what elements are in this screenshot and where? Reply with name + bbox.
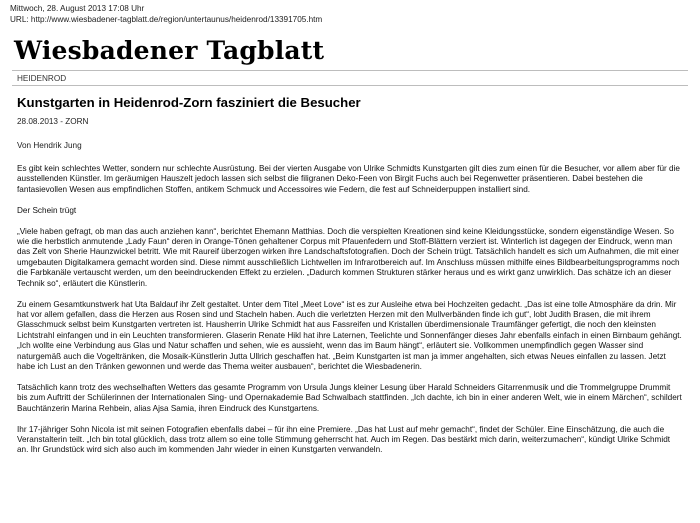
source-url: URL: http://www.wiesbadener-tagblatt.de/region/untertaunus/heidenrod/13391705.htm: [10, 15, 323, 24]
paragraph-3: Zu einem Gesamtkunstwerk hat Uta Baldauf ihr Zelt gestaltet. Unter dem Titel „Meet Love“ ist es zur Ausleihe etwa bei Hochzeiten gedacht. „Das ist eine tolle Atmosphäre da drin. Mir hat vor allem gefallen, dass die Herzen aus Rosen sind und Stacheln haben. Auch die verletzten Herzen mit den Mullverbänden finde ich gut“, lobt Judith Brasen, die mit ihrem Glasschmuck selbst beim Kunstgarten vertreten ist. Hausherrin Ulrike Schmidt hat aus Fassreifen und Kristallen überdimensionale Traumfänger gefertigt, die noch den kleinsten Lichtstrahl einfangen und in ein Leuchten transformieren. Glaserin Renate Hikl hat ihre Laternen, Teelichte und Sonnenfänger dieses Jahr ebenfalls einfach in einen Birnbaum gehängt. „Ich wollte eine Verbindung aus Glas und Natur schaffen und sehen, wie es aussieht, wenn das im Baum hängt“, erläutert sie. Vollkommen unempfindlich gegen Wasser sind naturgemäß auch die Vogeltränken, die Mosaik-Künstlerin Jutta Ullrich geschaffen hat. „Beim Kunstgarten ist man ja immer angehalten, sich etwas Neues einfallen zu lassen. Jetzt habe ich Lust an den Tränken gewonnen und werde das Thema weiter ausbauen“, berichtet die Wiesbadenerin.: [17, 299, 682, 371]
divider-top: [12, 70, 688, 71]
section-label: HEIDENROD: [17, 74, 67, 83]
print-header: [10, 3, 322, 25]
article-author: Von Hendrik Jung: [17, 141, 82, 150]
paragraph-5: Ihr 17-jähriger Sohn Nicola ist mit seinen Fotografien ebenfalls dabei – für ihn eine Premiere. „Das hat Lust auf mehr gemacht“, findet der Schüler. Eine Einschätzung, die auch die Veranstalterin teilt. „Ich bin total glücklich, dass trotz allem so eine tolle Stimmung geherrscht hat. Auch im Regen. Das bestärkt mich darin, weiterzumachen“, kündigt Ulrike Schmidt an. Ihr Grundstück wird sich also auch im kommenden Jahr wieder in einen Kunstgarten verwandeln.: [17, 424, 671, 455]
article-title: Kunstgarten in Heidenrod-Zorn fasziniert die Besucher: [17, 95, 361, 110]
subheading: Der Schein trügt: [17, 205, 77, 215]
paragraph-4: Tatsächlich kann trotz des wechselhaften Wetters das gesamte Programm von Ursula Jungs kleiner Lesung über Harald Schneiders Gitarrenmusik und die Trommelgruppe Drummit bis zum Auftritt der Schülerinnen der Internationalen Sing- und Opernakademie Bad Schwalbach stattfinden. „Ich dachte, ich bin in einer anderen Welt, wie in einem Märchen“, schildert Bauchtänzerin Marina Rehbein, alias Ajsa Samia, ihren Eindruck des Kunstgartens.: [17, 382, 682, 413]
paragraph-1: Es gibt kein schlechtes Wetter, sondern nur schlechte Ausrüstung. Bei der vierten Ausgabe von Ulrike Schmidts Kunstgarten gilt dies zum einen für die Besucher, vor allem aber für die ausstellenden Künstler. Im geräumigen Hauszelt jedoch lassen sich selbst die filigranen Deko-Feen von Birgit Fuchs auch bei Regenwetter präsentieren. Dabei bestehen die fantasievollen Wesen aus empfindlichen Stoffen, antikem Schmuck und Accessoires wie Federn, die fest auf Schneiderpuppen installiert sind.: [17, 164, 680, 194]
paragraph-2: „Viele haben gefragt, ob man das auch anziehen kann“, berichtet Ehemann Matthias. Doch die verspielten Kreationen sind keine Kleidungsstücke, sondern eigenständige Wesen. So wie die herbstlich anmutende „Lady Faun“ deren in Orange-Tönen gehaltener Corpus mit Pfauenfedern und Stoff-Blättern verziert ist. Winterlich ist dagegen der Eindruck, wenn man das Zelt von Sherie Haunzwickel betritt. Wie mit Raureif überzogen wirken ihre Landschaftsfotografien. Doch der Schein trügt. Tatsächlich handelt es sich um Aufnahmen, die mit einer umgebauten Digitalkamera gemacht worden sind. Diese nimmt ausschließlich Lichtwellen im Infrarotbereich auf. Im Anschluss müssen mithilfe eines Bildbearbeitungsprogramms noch die Farbkanäle vertauscht werden, um den beeindruckenden Effekt zu erzielen. „Dadurch kommen Strukturen stärker heraus und es wirkt ganz unwirklich. Das schätze ich an dieser Technik so“, erläutert die Künstlerin.: [17, 226, 680, 288]
divider-bottom: [12, 85, 688, 86]
newspaper-logo: Wiesbadener Tagblatt: [14, 36, 325, 65]
article-body: [17, 164, 683, 466]
print-date: Mittwoch, 28. August 2013 17:08 Uhr: [10, 4, 145, 13]
article-dateline: 28.08.2013 - ZORN: [17, 117, 89, 126]
